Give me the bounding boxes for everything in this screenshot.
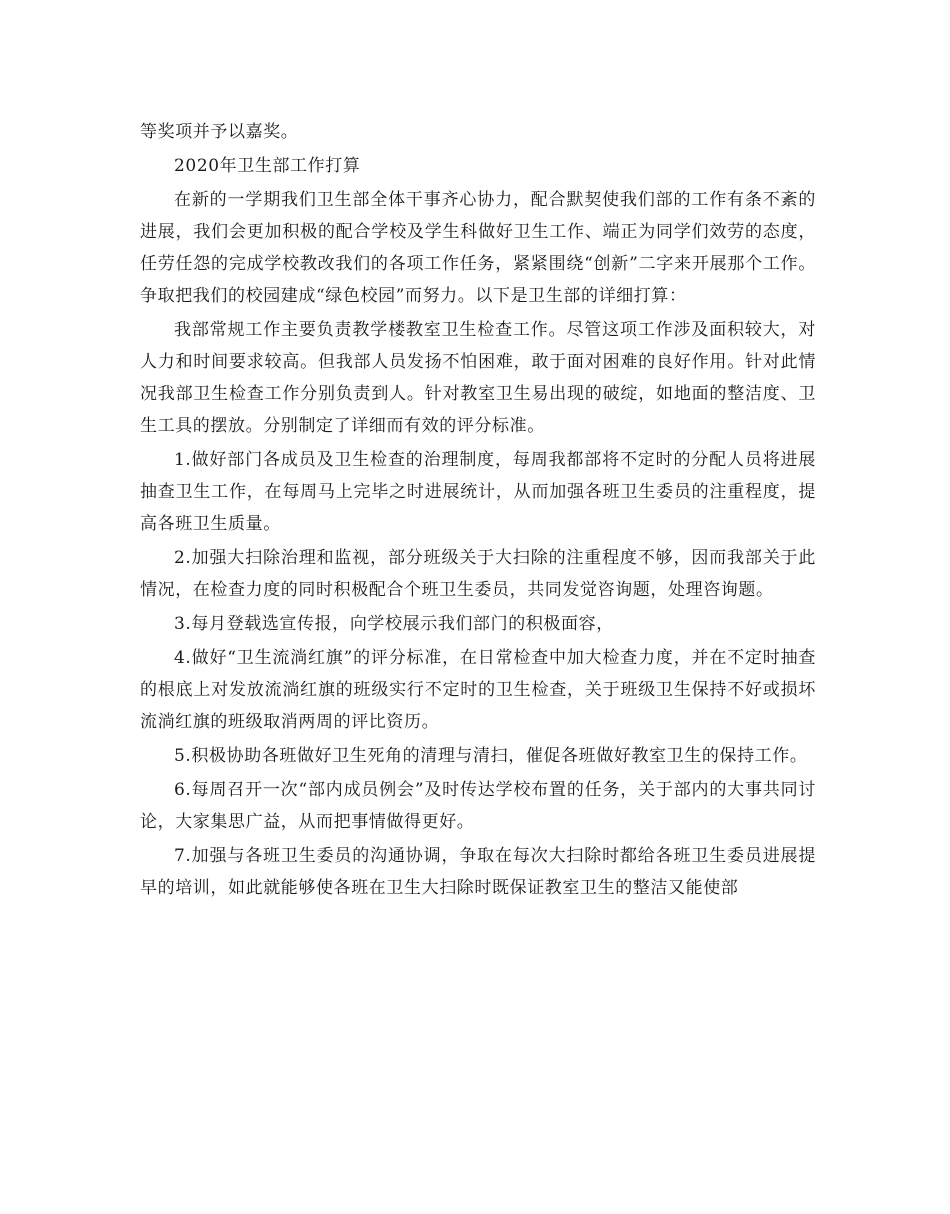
paragraph-award-continuation: 等奖项并予以嘉奖。 <box>140 122 299 142</box>
list-item-5: 5.积极协助各班做好卫生死角的清理与清扫，催促各班做好教室卫生的保持工作。 <box>174 746 808 766</box>
list-item-4: 4.做好“卫生流淌红旗”的评分标准，在日常检查中加大检查力度，并在不定时抽查的根底上对发放流淌红旗的班级实行不定时的卫生检查，关于班级卫生保持不好或损坏流淌红旗的班级取消两周的评比资历。 <box>140 648 816 732</box>
paragraph-intro: 在新的一学期我们卫生部全体干事齐心协力，配合默契使我们部的工作有条不紊的进展，我们会更加积极的配合学校及学生科做好卫生工作、端正为同学们效劳的态度，任劳任怨的完成学校教改我们的各项工作任务，紧紧围绕“创新”二字来开展那个工作。争取把我们的校园建成“绿色校园”而努力。以下是卫生部的详细打算： <box>140 190 816 306</box>
list-item-7: 7.加强与各班卫生委员的沟通协调，争取在每次大扫除时都给各班卫生委员进展提早的培训，如此就能够使各班在卫生大扫除时既保证教室卫生的整洁又能使部 <box>140 846 816 898</box>
paragraph-routine-work: 我部常规工作主要负责教学楼教室卫生检查工作。尽管这项工作涉及面积较大，对人力和时间要求较高。但我部人员发扬不怕困难，敢于面对困难的良好作用。针对此情况我部卫生检查工作分别负责到人。针对教室卫生易出现的破绽，如地面的整洁度、卫生工具的摆放。分别制定了详细而有效的评分标准。 <box>140 320 816 436</box>
list-item-6: 6.每周召开一次“部内成员例会”及时传达学校布置的任务，关于部内的大事共同讨论，大家集思广益，从而把事情做得更好。 <box>140 780 816 832</box>
section-heading: 2020年卫生部工作打算 <box>174 156 361 176</box>
list-item-3: 3.每月登载选宣传报，向学校展示我们部门的积极面容， <box>174 614 614 634</box>
list-item-1: 1.做好部门各成员及卫生检查的治理制度，每周我都部将不定时的分配人员将进展抽查卫生工作，在每周马上完毕之时进展统计，从而加强各班卫生委员的注重程度，提高各班卫生质量。 <box>140 450 816 534</box>
document-body <box>140 116 816 906</box>
list-item-2: 2.加强大扫除治理和监视，部分班级关于大扫除的注重程度不够，因而我部关于此情况，在检查力度的同时积极配合个班卫生委员，共同发觉咨询题，处理咨询题。 <box>140 548 816 600</box>
